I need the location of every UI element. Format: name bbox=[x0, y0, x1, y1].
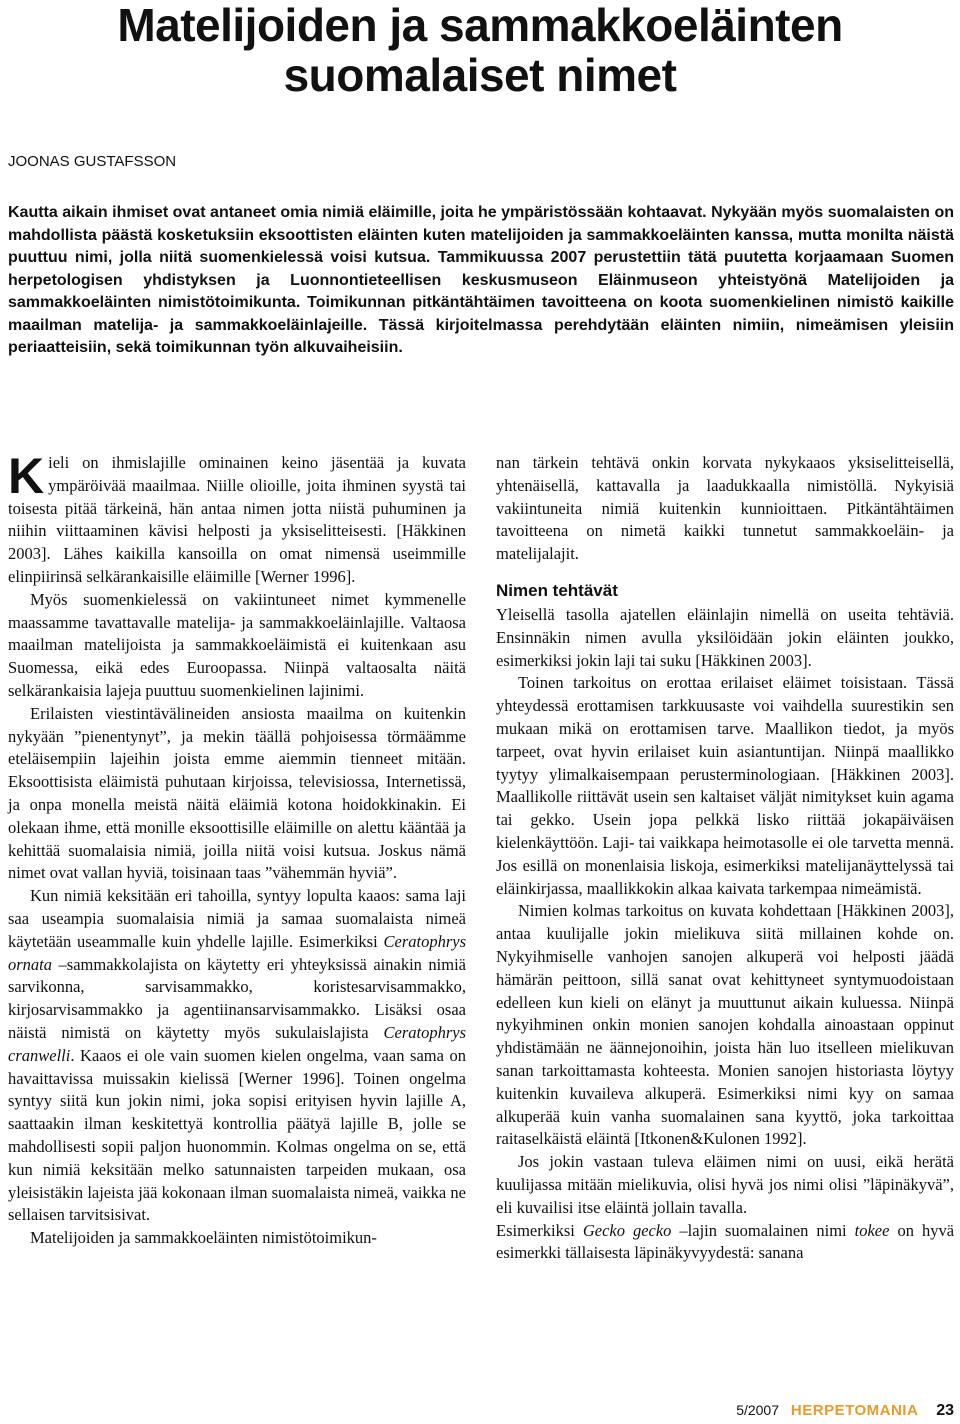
paragraph: Nimien kolmas tarkoitus on kuvata kohdettaan [Häkkinen 2003], antaa kuulijalle jokin mielikuva siitä millainen kohde on. Nykyihmiselle vanhojen sanojen alkuperä voi helposti jäädä hämärän peittoon, sillä sanat ovat kehittyneet syntymuodoistaan edelleen kun kieli on elänyt ja muuttunut aikain kuluessa. Niinpä nykyihminen onkin monien sanojen kohdalla ainoastaan oppinut yhdistämään ne äännejonoihin, joista hän luo itselleen mielikuvan sanan tarkoittamasta kohteesta. Monien sanojen historiasta löytyy kuitenkin kuvaileva alkuperä. Esimerkiksi nimi kyy on samaa alkuperää kuin vanha suomalainen sana kyyttö, joka tarkoittaa raitaselkäistä eläintä [Itkonen&Kulonen 1992]. bbox=[496, 901, 954, 1149]
paragraph: Yleisellä tasolla ajatellen eläinlajin nimellä on useita tehtäviä. Ensinnäkin nimen avulla yksilöidään jokin eläinten joukko, esimerkiksi jokin laji tai suku [Häkkinen 2003]. bbox=[496, 604, 954, 670]
text-run: –lajin suomalainen nimi bbox=[671, 1220, 855, 1240]
paragraph: Jos jokin vastaan tuleva eläimen nimi on uusi, eikä herätä kuulijassa mitään mielikuvia, olisi hyvä jos nimi olisi ”läpinäkyvä”, eli kuvailisi itse eläintä jollain tavalla. bbox=[496, 1152, 954, 1217]
paragraph bbox=[8, 885, 466, 1227]
paragraph: nan tärkein tehtävä onkin korvata nykykaaos yksiselitteisellä, yhtenäisellä, kattavalla ja laadukkaalla nimistöllä. Nykyisiä vakiintuneita nimiä kuitenkin kunnioittaen. Pitkäntähtäimen tavoitteena on nimetä kaikki tunnetut sammakkoeläin- ja matelijalajit. bbox=[496, 453, 954, 564]
section-heading: Nimen tehtävät bbox=[496, 580, 618, 600]
paragraph: Toinen tarkoitus on erottaa erilaiset eläimet toisistaan. Tässä yhteydessä erottamisen tarkkuusaste voi vaihdella suurestikin sen mukaan mikä on erottamisen tarve. Maallikon tiedot, ja myös tarpeet, ovat hyvin erilaiset kuin asiantuntijan. Niinpä maallikko tyytyy ylimalkaisempaan perusterminologiaan. [Häkkinen 2003]. Maallikolle riittävät usein sen kaltaiset väljät nimitykset kuin agama tai gekko. Usein jopa pelkkä lisko riittää jokapäiväisen kielenkäyttöön. Laji- tai vaikkapa heimotasolle ei ole tarvetta mennä. Jos esillä on monenlaisia liskoja, esimerkiksi matelijanäyttelyssä tai eläinkirjassa, maallikkokin alkaa kaivata tarkempaa nimeämistä. bbox=[496, 673, 954, 898]
body-column-left bbox=[8, 448, 466, 1250]
species-name: Ceratophrys cranwelli bbox=[8, 1022, 466, 1065]
species-name: tokee bbox=[854, 1220, 890, 1240]
lead-paragraph: Kautta aikain ihmiset ovat antaneet omia nimiä eläimille, joita he ympäristössään kohtaavat. Nykyään myös suomalaisten on mahdollista päästä kosketuksiin eksoottisten eläinten kuten matelijoiden ja sammakkoeläinten kanssa, mutta monilta näistä puuttuu nimi, jolla niitä suomenkielessä voisi kutsua. Tammikuussa 2007 perustettiin tätä puutetta korjaamaan Suomen herpetologisen yhdistyksen ja Luonnontieteellisen keskusmuseon Eläinmuseon yhteistyönä Matelijoiden ja sammakkoeläinten nimistötoimikunta. Toimikunnan pitkäntähtäimen tavoitteena on koota suomenkielinen nimistö kaikille maailman matelija- ja sammakkoeläinlajeille. Tässä kirjoitelmassa perehdytään eläinten nimiin, nimeämisen yleisiin periaatteisiin, sekä toimikunnan työn alkuvaiheisiin. bbox=[8, 204, 954, 356]
paragraph-text: ieli on ihmislajille ominainen keino jäsentää ja kuvata ympäröivää maailmaa. Niille olioille, joita ihminen syystä tai toisesta pitää tärkeinä, hän antaa nimen jotta niistä puhuminen ja niihin viittaaminen kävisi helposti ja yksiselitteisesti. [Häkkinen 2003]. Lähes kaikilla kansoilla on omat nimensä useimmille elinpiirinsä selkärankaisille eläimille [Werner 1996]. bbox=[8, 453, 466, 586]
paragraph bbox=[8, 448, 466, 589]
article-title: Matelijoiden ja sammakkoeläinten suomalaiset nimet bbox=[117, 0, 843, 101]
text-run: on hyvä esimerkki tällaisesta läpinäkyvyydestä: sanana bbox=[496, 1220, 955, 1263]
issue-number: 5/2007 bbox=[736, 1402, 780, 1418]
body-column-right bbox=[496, 452, 954, 1265]
author-name: JOONAS GUSTAFSSON bbox=[8, 153, 177, 170]
species-name: Gecko gecko bbox=[582, 1220, 672, 1240]
paragraph: Erilaisten viestintävälineiden ansiosta maailma on kuitenkin nykyään ”pienentynyt”, ja mekin täällä pohjoisessa törmäämme eteläisempiin lajeihin joista emme aiemmin tienneet mitään. Eksoottisista eläimistä puhutaan kirjoissa, televisiossa, Internetissä, ja onpa monella meistä näitä eläimiä kotona hoidokkinakin. Ei olekaan ihme, että monille eksoottisille eläimille on alettu kääntää ja kehittää suomalaisia nimiä, joilla niitä voisi kutsua. Joskus nämä nimet ovat vallan hyviä, toisinaan taas ”vähemmän hyviä”. bbox=[8, 703, 466, 883]
species-name: Ceratophrys ornata bbox=[8, 931, 466, 974]
text-run: –sammakkolajista on käytetty eri yhteyksissä ainakin nimiä sarvikonna, sarvisammakko, koristesarvisammakko, kirjosarvisammakko ja agentiinansarvisammakko. Lisäksi osaa näistä nimistä on käytetty myös sukulaislajista bbox=[8, 954, 466, 1042]
text-run: Kun nimiä keksitään eri tahoilla, syntyy lopulta kaaos: sama laji saa useampia suomalaisia nimiä ja samaa suomalaista nimeä käytetään useammalle kuin yhdelle lajille. Esimerkiksi bbox=[8, 886, 466, 951]
paragraph bbox=[496, 1220, 954, 1266]
page-footer bbox=[736, 1402, 954, 1420]
text-run: Esimerkiksi bbox=[496, 1220, 583, 1240]
page-number: 23 bbox=[936, 1402, 954, 1419]
paragraph: Myös suomenkielessä on vakiintuneet nimet kymmenelle maassamme tavattavalle matelija- ja sammakkoeläinlajille. Valtaosa maailman matelijoista ja sammakkoeläimistä ei kuitenkaan asu Suomessa, eikä edes Euroopassa. Niinpä valtaosalta näitä selkärankaisia lajeja puuttuu suomenkielinen lajinimi. bbox=[8, 589, 466, 700]
magazine-name: HERPETOMANIA bbox=[790, 1402, 919, 1419]
drop-cap: K bbox=[8, 448, 45, 504]
paragraph: Matelijoiden ja sammakkoeläinten nimistötoimikun- bbox=[30, 1228, 377, 1248]
text-run: . Kaaos ei ole vain suomen kielen ongelma, vaan sama on havaittavissa muissakin kielissä [Werner 1996]. Toinen ongelma syntyy siitä kun jokin nimi, joka sopisi erityisen hyvin lajille A, saattaakin ilman keskitettyä kontrollia päätyä lajille B, jolle se mahdollisesti sopii paljon huonommin. Kolmas ongelma on se, että kun nimiä keksitään melko satunnaisten tarpeiden mukaan, osa yleisistäkin lajeista jää kokonaan ilman suomalaista nimeä, vaikka ne sellaisen tarvitsisivat. bbox=[8, 1045, 466, 1225]
